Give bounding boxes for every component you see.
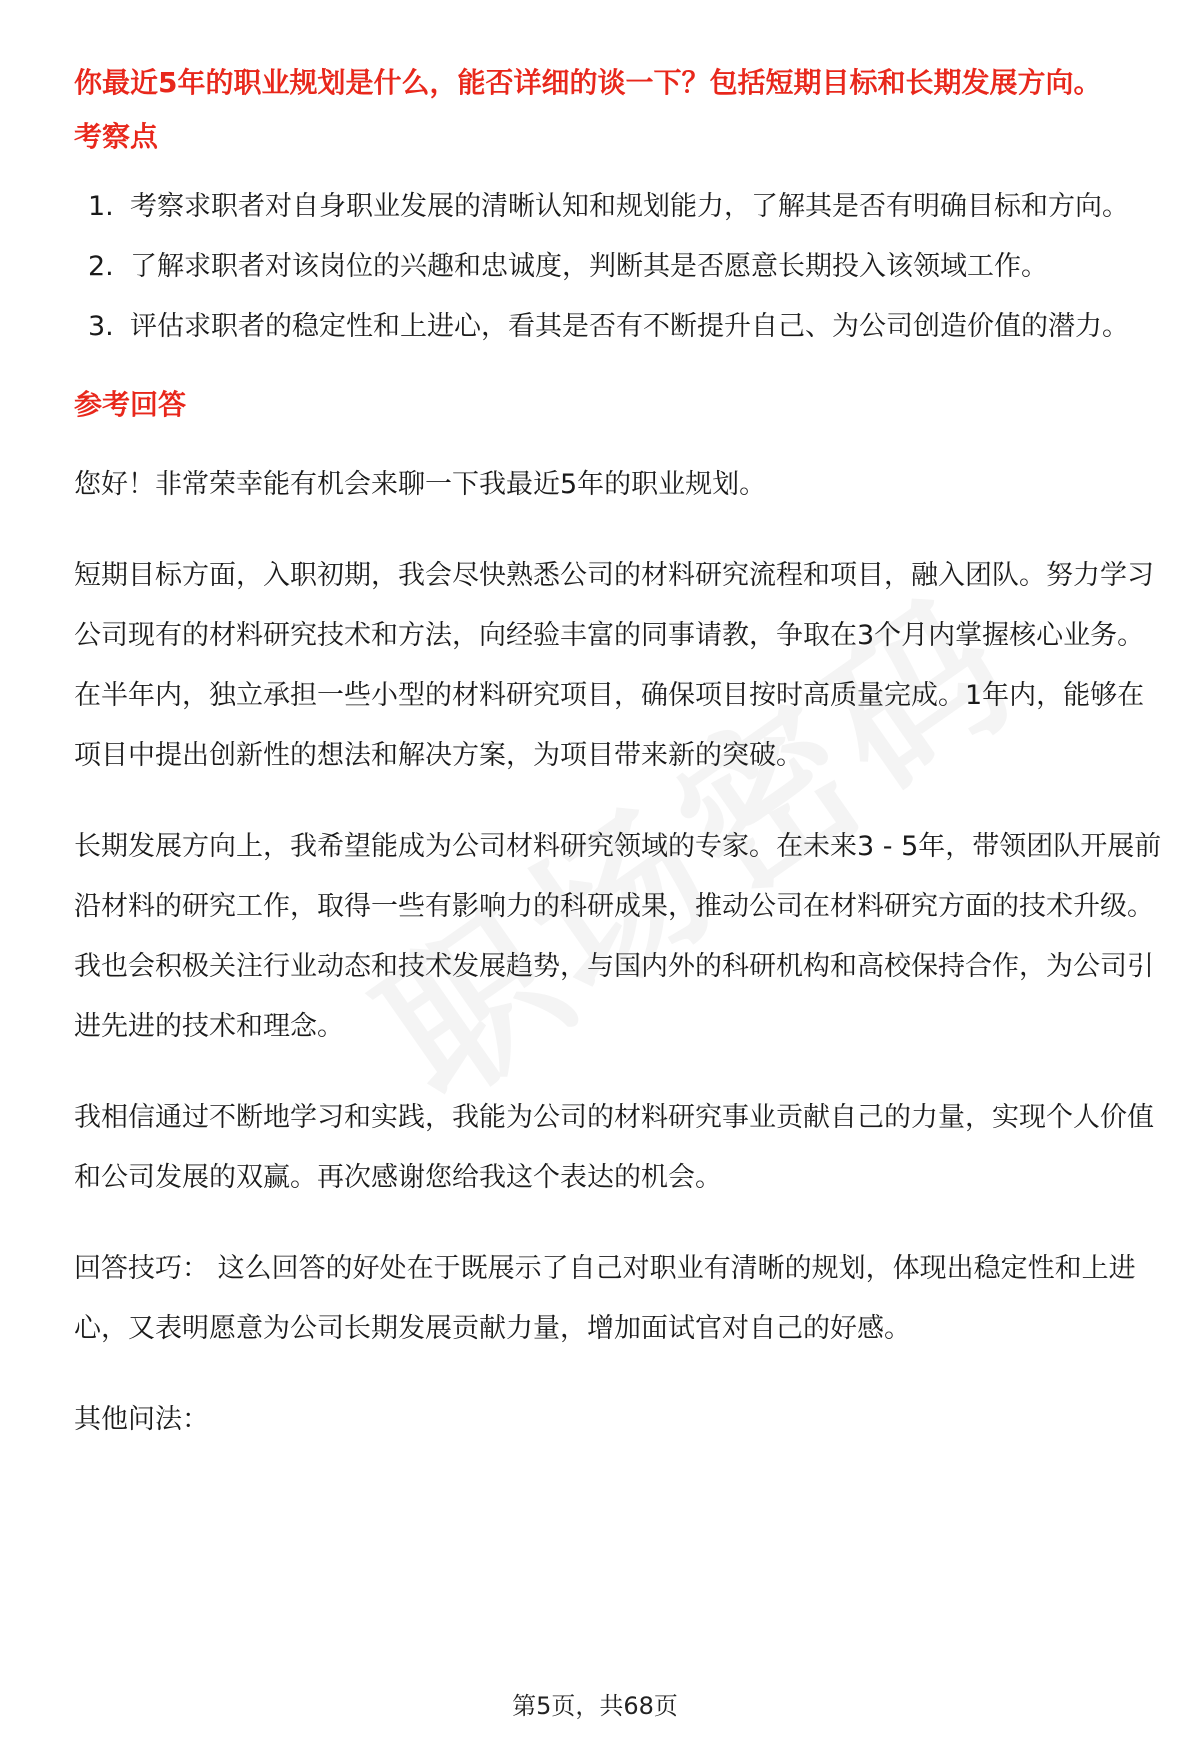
list-item-text: 考察求职者对自身职业发展的清晰认知和规划能力，了解其是否有明确目标和方向。 [130, 191, 1129, 222]
list-item-text: 评估求职者的稳定性和上进心，看其是否有不断提升自己、为公司创造价值的潜力。 [130, 311, 1129, 342]
list-number: 2. [88, 251, 114, 282]
question-title: 你最近5年的职业规划是什么，能否详细的谈一下？包括短期目标和长期发展方向。 [74, 66, 1102, 99]
answer-closing: 我相信通过不断地学习和实践，我能为公司的材料研究事业贡献自己的力量，实现个人价值和公司发展的双赢。再次感谢您给我这个表达的机会。 [74, 1102, 1154, 1193]
list-item [74, 177, 1169, 237]
exam-points-heading: 考察点 [74, 120, 159, 153]
exam-points-list [74, 177, 1169, 357]
answer-tips: 回答技巧： 这么回答的好处在于既展示了自己对职业有清晰的规划，体现出稳定性和上进心，又表明愿意为公司长期发展贡献力量，增加面试官对自己的好感。 [74, 1253, 1136, 1344]
answer-long-term: 长期发展方向上，我希望能成为公司材料研究领域的专家。在未来3 - 5年，带领团队开展前沿材料的研究工作，取得一些有影响力的科研成果，推动公司在材料研究方面的技术升级。我也会积极关注行业动态和技术发展趋势，与国内外的科研机构和高校保持合作，为公司引进先进的技术和理念。 [74, 831, 1162, 1042]
answer-greeting: 您好！非常荣幸能有机会来聊一下我最近5年的职业规划。 [74, 469, 767, 500]
answer-short-term: 短期目标方面，入职初期，我会尽快熟悉公司的材料研究流程和项目，融入团队。努力学习公司现有的材料研究技术和方法，向经验丰富的同事请教，争取在3个月内掌握核心业务。在半年内，独立承担一些小型的材料研究项目，确保项目按时高质量完成。1年内，能够在项目中提出创新性的想法和解决方案，为项目带来新的突破。 [74, 560, 1154, 771]
other-asks-label: 其他问法： [74, 1404, 209, 1435]
list-number: 1. [88, 191, 114, 222]
reference-answer-heading: 参考回答 [74, 388, 187, 421]
list-item [74, 297, 1169, 357]
content-area [74, 64, 1169, 1450]
list-number: 3. [88, 311, 114, 342]
list-item-text: 了解求职者对该岗位的兴趣和忠诚度，判断其是否愿意长期投入该领域工作。 [130, 251, 1048, 282]
list-item [74, 237, 1169, 297]
page-footer: 第5页，共68页 [512, 1692, 678, 1720]
